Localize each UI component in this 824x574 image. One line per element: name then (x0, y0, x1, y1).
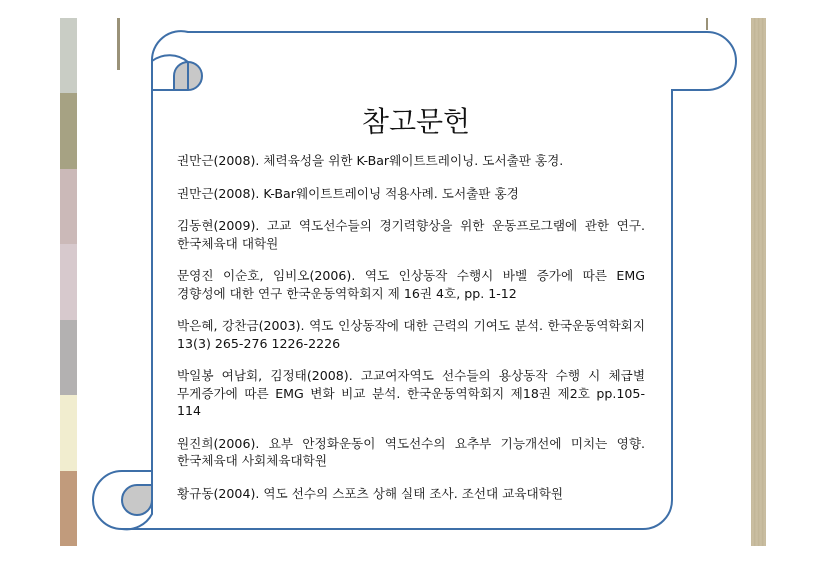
reference-item: 문영진 이순호, 임비오(2006). 역도 인상동작 수행시 바벨 증가에 따른 EMG 경향성에 대한 연구 한국운동역학회지 제 16권 4호, pp. 1-12 (177, 268, 645, 301)
reference-list (177, 152, 645, 502)
reference-item: 원진희(2006). 요부 안정화운동이 역도선수의 요추부 기능개선에 미치는 영향. 한국체육대 사회체육대학원 (177, 435, 645, 468)
reference-item: 황규동(2004). 역도 선수의 스포츠 상해 실태 조사. 조선대 교육대학원 (177, 485, 564, 501)
reference-item: 박일봉 여남회, 김정태(2008). 고교여자역도 선수들의 용상동작 수행 시 체급별 무게증가에 따른 EMG 변화 비교 분석. 한국운동역학회지 제18권 제2호 pp.105-114 (177, 368, 645, 418)
reference-item: 권만근(2008). K-Bar웨이트트레이닝 적용사례. 도서출판 홍경 (177, 185, 519, 201)
page-title: 참고문헌 (361, 105, 471, 138)
reference-content (177, 102, 645, 517)
reference-item: 김동현(2009). 고교 역도선수들의 경기력향상을 위한 운동프로그램에 관한 연구. 한국체육대 대학원 (177, 218, 645, 251)
reference-item: 권만근(2008). 체력육성을 위한 K-Bar웨이트트레이닝. 도서출판 홍경. (177, 153, 564, 168)
reference-item: 박은혜, 강찬금(2003). 역도 인상동작에 대한 근력의 기여도 분석. 한국운동역학회지 13(3) 265-276 1226-2226 (177, 318, 645, 351)
